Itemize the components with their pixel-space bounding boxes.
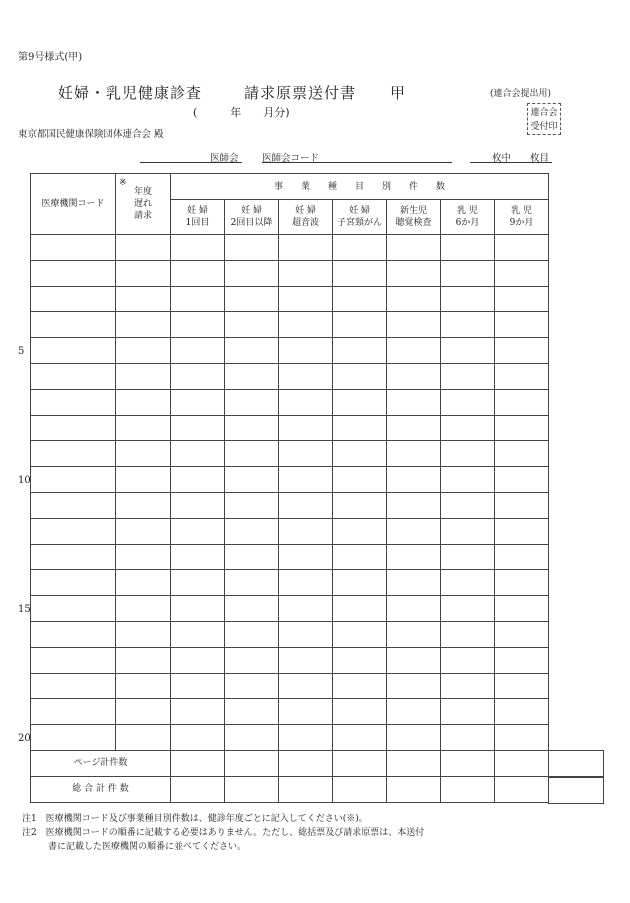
count-cell[interactable] <box>495 415 549 441</box>
count-cell[interactable] <box>495 544 549 570</box>
count-cell[interactable] <box>441 286 495 312</box>
col-label-top: 新生児 <box>399 206 427 216</box>
late-claim-cell[interactable] <box>116 235 171 261</box>
header-infant-6m <box>441 200 495 235</box>
late-claim-cell[interactable] <box>116 725 171 751</box>
stamp-line-1: 連合会 <box>530 108 558 118</box>
count-cell[interactable] <box>387 415 441 441</box>
count-cell[interactable] <box>495 467 549 493</box>
header-infant-9m <box>495 200 549 235</box>
count-cell[interactable] <box>387 286 441 312</box>
count-cell[interactable] <box>279 699 333 725</box>
page-total-cell[interactable] <box>495 750 549 776</box>
count-cell[interactable] <box>441 544 495 570</box>
entry-row <box>31 338 549 364</box>
institution-code-cell[interactable] <box>31 312 116 338</box>
late-claim-line-3: 請求 <box>133 211 152 221</box>
entry-row <box>31 570 549 596</box>
grand-total-cell[interactable] <box>387 776 441 802</box>
count-cell[interactable] <box>387 544 441 570</box>
header-institution-code: 医療機関コード <box>31 174 116 235</box>
period-field: ( 年 月分) <box>193 106 290 119</box>
count-cell[interactable] <box>279 492 333 518</box>
count-cell[interactable] <box>225 286 279 312</box>
notes <box>22 812 424 854</box>
entry-row <box>31 699 549 725</box>
count-cell[interactable] <box>225 312 279 338</box>
entry-row <box>31 260 549 286</box>
count-cell[interactable] <box>279 312 333 338</box>
late-claim-line-2: 遅れ <box>133 199 152 209</box>
institution-code-cell[interactable] <box>31 235 116 261</box>
entry-row <box>31 544 549 570</box>
count-cell[interactable] <box>387 673 441 699</box>
count-cell[interactable] <box>225 492 279 518</box>
count-cell[interactable] <box>279 467 333 493</box>
medical-assoc-code-label: 医師会コード <box>262 153 320 164</box>
late-claim-mark: ※ <box>119 178 127 188</box>
entry-row <box>31 235 549 261</box>
count-cell[interactable] <box>387 647 441 673</box>
count-cell[interactable] <box>333 286 387 312</box>
count-cell[interactable] <box>333 363 387 389</box>
count-cell[interactable] <box>495 312 549 338</box>
count-cell[interactable] <box>441 518 495 544</box>
page-total-cell[interactable] <box>171 750 225 776</box>
late-claim-cell[interactable] <box>116 338 171 364</box>
late-claim-cell[interactable] <box>116 260 171 286</box>
form-number: 第9号様式(甲) <box>18 52 83 63</box>
institution-code-cell[interactable] <box>31 673 116 699</box>
count-cell[interactable] <box>225 363 279 389</box>
header-pregnant-ultrasound <box>279 200 333 235</box>
count-cell[interactable] <box>333 338 387 364</box>
institution-code-cell[interactable] <box>31 363 116 389</box>
late-claim-cell[interactable] <box>116 286 171 312</box>
institution-code-cell[interactable] <box>31 647 116 673</box>
col-label-bottom: 6か月 <box>455 218 480 228</box>
count-cell[interactable] <box>225 725 279 751</box>
grand-total-extra-box[interactable] <box>548 776 604 804</box>
header-pregnant-first <box>171 200 225 235</box>
count-cell[interactable] <box>171 441 225 467</box>
late-claim-cell[interactable] <box>116 621 171 647</box>
col-label-bottom: 9か月 <box>509 218 534 228</box>
count-cell[interactable] <box>279 389 333 415</box>
count-cell[interactable] <box>171 647 225 673</box>
col-label-top: 乳 児 <box>511 206 532 216</box>
count-cell[interactable] <box>171 389 225 415</box>
count-cell[interactable] <box>333 492 387 518</box>
institution-code-cell[interactable] <box>31 596 116 622</box>
count-cell[interactable] <box>441 725 495 751</box>
col-label-bottom: 子宮頸がん <box>336 218 382 228</box>
count-cell[interactable] <box>495 389 549 415</box>
sheet-count-label: 枚中 枚目 <box>492 153 550 164</box>
entry-row <box>31 389 549 415</box>
count-cell[interactable] <box>441 260 495 286</box>
entry-row <box>31 725 549 751</box>
count-cell[interactable] <box>387 338 441 364</box>
count-cell[interactable] <box>387 596 441 622</box>
count-cell[interactable] <box>441 621 495 647</box>
count-cell[interactable] <box>225 441 279 467</box>
count-cell[interactable] <box>441 441 495 467</box>
row-marker-10: 10 <box>18 475 31 486</box>
count-cell[interactable] <box>333 415 387 441</box>
entry-row <box>31 518 549 544</box>
count-cell[interactable] <box>225 415 279 441</box>
note-2: 注2 医療機関コードの順番に記載する必要はありません。ただし、総括票及び請求原票は、本送付 <box>22 828 425 838</box>
count-cell[interactable] <box>387 699 441 725</box>
institution-code-cell[interactable] <box>31 260 116 286</box>
late-claim-cell[interactable] <box>116 312 171 338</box>
submit-note: (連合会提出用) <box>490 89 552 99</box>
count-cell[interactable] <box>495 441 549 467</box>
row-marker-5: 5 <box>18 346 25 357</box>
col-label-bottom: 聴覚検査 <box>395 218 432 228</box>
count-cell[interactable] <box>387 725 441 751</box>
institution-code-cell[interactable] <box>31 415 116 441</box>
count-cell[interactable] <box>495 570 549 596</box>
count-cell[interactable] <box>387 518 441 544</box>
count-cell[interactable] <box>225 338 279 364</box>
entry-row <box>31 363 549 389</box>
count-cell[interactable] <box>171 312 225 338</box>
grand-total-cell[interactable] <box>279 776 333 802</box>
entry-rows <box>31 235 549 751</box>
count-cell[interactable] <box>225 467 279 493</box>
count-cell[interactable] <box>279 260 333 286</box>
col-label-top: 妊 婦 <box>187 206 208 216</box>
count-cell[interactable] <box>495 725 549 751</box>
count-cell[interactable] <box>441 415 495 441</box>
header-late-claim <box>116 174 171 235</box>
entry-row <box>31 312 549 338</box>
count-cell[interactable] <box>495 699 549 725</box>
count-cell[interactable] <box>387 492 441 518</box>
page-total-cell[interactable] <box>225 750 279 776</box>
count-cell[interactable] <box>441 338 495 364</box>
count-cell[interactable] <box>495 235 549 261</box>
count-cell[interactable] <box>171 544 225 570</box>
late-claim-cell[interactable] <box>116 363 171 389</box>
late-claim-cell[interactable] <box>116 518 171 544</box>
count-cell[interactable] <box>225 647 279 673</box>
count-cell[interactable] <box>171 260 225 286</box>
row-marker-15: 15 <box>18 604 31 615</box>
header-newborn-hearing <box>387 200 441 235</box>
late-claim-line-1: 年度 <box>133 187 152 197</box>
count-cell[interactable] <box>441 596 495 622</box>
count-cell[interactable] <box>387 363 441 389</box>
page-total-extra-box[interactable] <box>548 750 604 778</box>
count-cell[interactable] <box>171 518 225 544</box>
institution-code-cell[interactable] <box>31 725 116 751</box>
count-cell[interactable] <box>171 363 225 389</box>
count-cell[interactable] <box>225 596 279 622</box>
institution-code-cell[interactable] <box>31 621 116 647</box>
count-cell[interactable] <box>171 570 225 596</box>
count-cell[interactable] <box>441 647 495 673</box>
count-cell[interactable] <box>279 570 333 596</box>
institution-code-cell[interactable] <box>31 492 116 518</box>
count-cell[interactable] <box>279 235 333 261</box>
count-cell[interactable] <box>495 596 549 622</box>
entry-row <box>31 596 549 622</box>
count-cell[interactable] <box>225 389 279 415</box>
count-cell[interactable] <box>333 725 387 751</box>
count-cell[interactable] <box>333 673 387 699</box>
count-cell[interactable] <box>171 725 225 751</box>
stamp-line-2: 受付印 <box>530 122 558 132</box>
count-cell[interactable] <box>441 467 495 493</box>
row-marker-20: 20 <box>18 733 31 744</box>
count-cell[interactable] <box>333 260 387 286</box>
count-cell[interactable] <box>441 312 495 338</box>
count-cell[interactable] <box>387 235 441 261</box>
count-cell[interactable] <box>225 621 279 647</box>
grand-total-cell[interactable] <box>171 776 225 802</box>
col-label-bottom: 1回目 <box>185 218 210 228</box>
count-cell[interactable] <box>171 596 225 622</box>
count-cell[interactable] <box>225 570 279 596</box>
count-cell[interactable] <box>279 544 333 570</box>
title-main: 妊婦・乳児健康診査 <box>58 84 203 102</box>
institution-code-cell[interactable] <box>31 286 116 312</box>
grand-total-cell[interactable] <box>495 776 549 802</box>
document-title <box>58 82 406 103</box>
count-cell[interactable] <box>387 467 441 493</box>
institution-code-cell[interactable] <box>31 544 116 570</box>
count-cell[interactable] <box>279 673 333 699</box>
count-cell[interactable] <box>333 699 387 725</box>
count-cell[interactable] <box>333 441 387 467</box>
grand-total-label: 総 合 計 件 数 <box>31 776 171 802</box>
col-label-top: 乳 児 <box>457 206 478 216</box>
claim-table <box>30 173 549 803</box>
count-cell[interactable] <box>225 699 279 725</box>
count-cell[interactable] <box>225 673 279 699</box>
col-label-top: 妊 婦 <box>295 206 316 216</box>
count-cell[interactable] <box>333 235 387 261</box>
count-cell[interactable] <box>333 596 387 622</box>
count-cell[interactable] <box>171 621 225 647</box>
entry-row <box>31 621 549 647</box>
header-business-category: 事 業 種 目 別 件 数 <box>171 174 549 200</box>
count-cell[interactable] <box>495 673 549 699</box>
count-cell[interactable] <box>333 570 387 596</box>
count-cell[interactable] <box>495 338 549 364</box>
count-cell[interactable] <box>171 673 225 699</box>
count-cell[interactable] <box>279 518 333 544</box>
late-claim-cell[interactable] <box>116 467 171 493</box>
count-cell[interactable] <box>441 235 495 261</box>
count-cell[interactable] <box>225 260 279 286</box>
col-label-bottom: 超音波 <box>291 218 319 228</box>
page-total-label: ページ計件数 <box>31 750 171 776</box>
count-cell[interactable] <box>495 260 549 286</box>
count-cell[interactable] <box>333 621 387 647</box>
count-cell[interactable] <box>333 518 387 544</box>
count-cell[interactable] <box>387 260 441 286</box>
title-sub: 請求原票送付書 <box>244 84 357 102</box>
count-cell[interactable] <box>495 286 549 312</box>
count-cell[interactable] <box>279 596 333 622</box>
count-cell[interactable] <box>495 647 549 673</box>
institution-code-cell[interactable] <box>31 441 116 467</box>
late-claim-cell[interactable] <box>116 699 171 725</box>
count-cell[interactable] <box>387 570 441 596</box>
medical-assoc-label: 医師会 <box>210 153 239 164</box>
header-pregnant-cervical <box>333 200 387 235</box>
late-claim-cell[interactable] <box>116 415 171 441</box>
addressee: 東京都国民健康保険団体連合会 殿 <box>18 129 164 140</box>
count-cell[interactable] <box>441 389 495 415</box>
count-cell[interactable] <box>387 621 441 647</box>
count-cell[interactable] <box>279 441 333 467</box>
page-total-cell[interactable] <box>441 750 495 776</box>
count-cell[interactable] <box>441 492 495 518</box>
late-claim-cell[interactable] <box>116 544 171 570</box>
count-cell[interactable] <box>279 647 333 673</box>
late-claim-cell[interactable] <box>116 647 171 673</box>
count-cell[interactable] <box>279 338 333 364</box>
institution-code-cell[interactable] <box>31 699 116 725</box>
count-cell[interactable] <box>333 467 387 493</box>
count-cell[interactable] <box>171 492 225 518</box>
page-total-cell[interactable] <box>279 750 333 776</box>
late-claim-cell[interactable] <box>116 570 171 596</box>
count-cell[interactable] <box>441 699 495 725</box>
count-cell[interactable] <box>333 312 387 338</box>
count-cell[interactable] <box>333 647 387 673</box>
count-cell[interactable] <box>495 492 549 518</box>
entry-row <box>31 286 549 312</box>
count-cell[interactable] <box>279 725 333 751</box>
count-cell[interactable] <box>171 338 225 364</box>
count-cell[interactable] <box>441 673 495 699</box>
count-cell[interactable] <box>225 235 279 261</box>
entry-row <box>31 415 549 441</box>
header-pregnant-second <box>225 200 279 235</box>
count-cell[interactable] <box>279 363 333 389</box>
col-label-top: 妊 婦 <box>241 206 262 216</box>
count-cell[interactable] <box>441 570 495 596</box>
count-cell[interactable] <box>171 699 225 725</box>
institution-code-cell[interactable] <box>31 338 116 364</box>
count-cell[interactable] <box>387 312 441 338</box>
count-cell[interactable] <box>441 363 495 389</box>
entry-row <box>31 441 549 467</box>
page-total-cell[interactable] <box>333 750 387 776</box>
grand-total-cell[interactable] <box>333 776 387 802</box>
count-cell[interactable] <box>333 544 387 570</box>
count-cell[interactable] <box>171 235 225 261</box>
reception-stamp-box <box>527 103 561 135</box>
note-1: 注1 医療機関コード及び事業種目別件数は、健診年度ごとに記入してください(※)。 <box>22 814 368 824</box>
count-cell[interactable] <box>225 544 279 570</box>
grand-total-cell[interactable] <box>441 776 495 802</box>
institution-code-cell[interactable] <box>31 389 116 415</box>
entry-row <box>31 467 549 493</box>
institution-code-cell[interactable] <box>31 570 116 596</box>
count-cell[interactable] <box>495 518 549 544</box>
entry-row <box>31 673 549 699</box>
late-claim-cell[interactable] <box>116 441 171 467</box>
count-cell[interactable] <box>279 621 333 647</box>
note-2-continued: 書に記載した医療機関の順番に並べてください。 <box>48 842 247 852</box>
count-cell[interactable] <box>495 363 549 389</box>
count-cell[interactable] <box>171 286 225 312</box>
count-cell[interactable] <box>171 415 225 441</box>
grand-total-cell[interactable] <box>225 776 279 802</box>
late-claim-cell[interactable] <box>116 389 171 415</box>
count-cell[interactable] <box>495 621 549 647</box>
count-cell[interactable] <box>279 286 333 312</box>
institution-code-cell[interactable] <box>31 518 116 544</box>
col-label-top: 妊 婦 <box>349 206 370 216</box>
title-kind: 甲 <box>390 84 407 102</box>
late-claim-cell[interactable] <box>116 492 171 518</box>
late-claim-cell[interactable] <box>116 596 171 622</box>
late-claim-cell[interactable] <box>116 673 171 699</box>
count-cell[interactable] <box>333 389 387 415</box>
count-cell[interactable] <box>225 518 279 544</box>
entry-row <box>31 647 549 673</box>
count-cell[interactable] <box>387 389 441 415</box>
col-label-bottom: 2回目以降 <box>230 218 273 228</box>
entry-row <box>31 492 549 518</box>
count-cell[interactable] <box>387 441 441 467</box>
institution-code-cell[interactable] <box>31 467 116 493</box>
count-cell[interactable] <box>171 467 225 493</box>
page-total-cell[interactable] <box>387 750 441 776</box>
count-cell[interactable] <box>279 415 333 441</box>
